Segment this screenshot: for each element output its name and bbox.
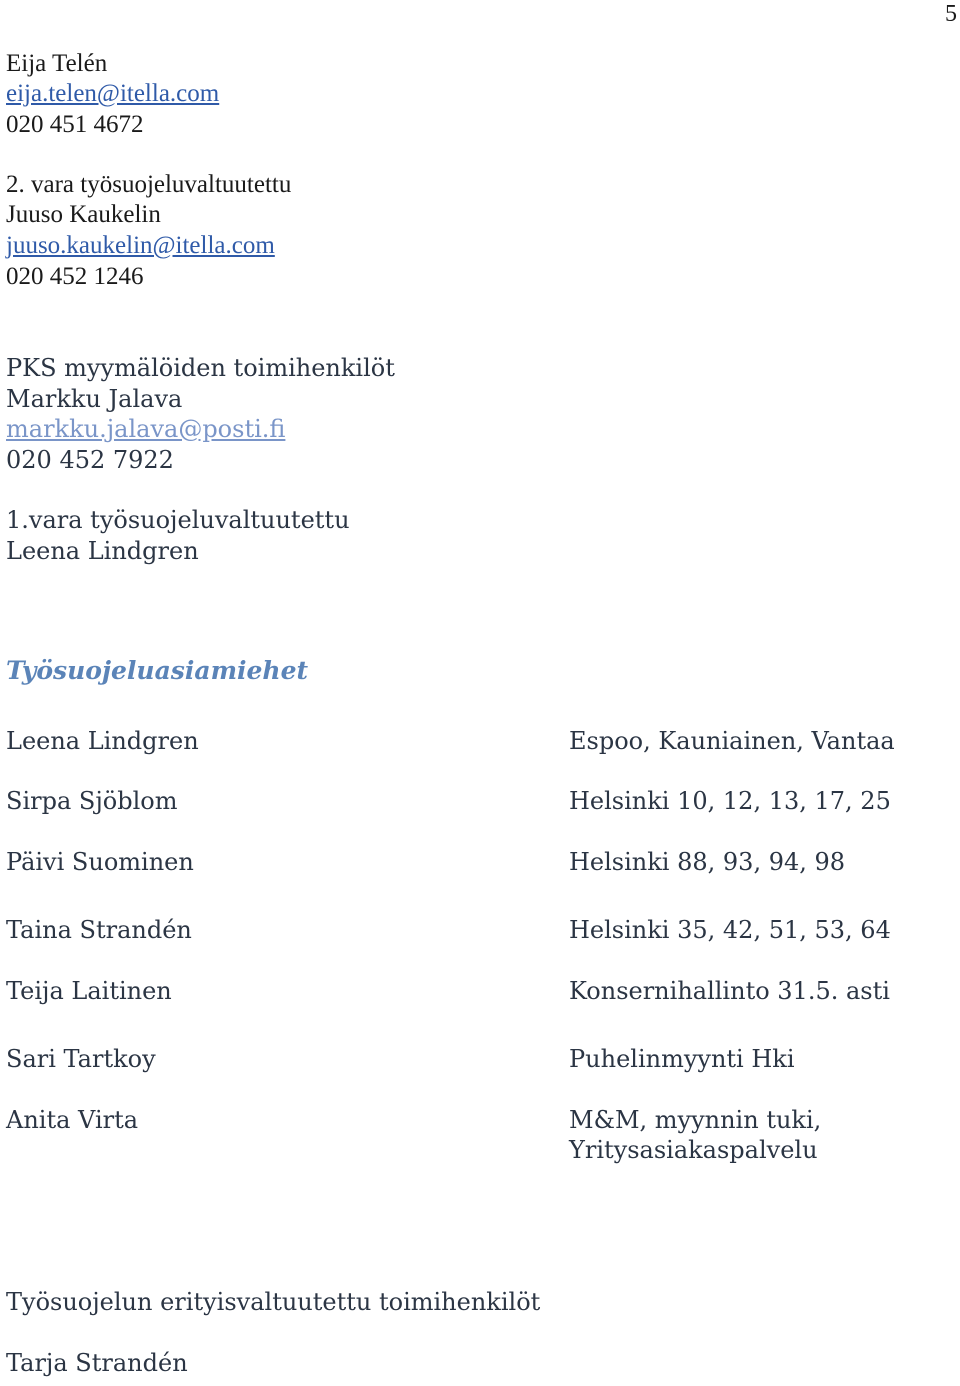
ombudsman-area: M&M, myynnin tuki, <box>569 1106 822 1134</box>
ombudsman-area: Helsinki 10, 12, 13, 17, 25 <box>569 787 891 815</box>
ombudsman-area: Puhelinmyynti Hki <box>569 1045 795 1073</box>
contact-name: Markku Jalava <box>6 385 183 413</box>
contact-role: 1.vara työsuojeluvaltuutettu <box>6 506 350 534</box>
email-link[interactable]: eija.telen@itella.com <box>6 80 220 107</box>
email-link[interactable]: markku.jalava@posti.fi <box>6 415 286 443</box>
special-title: Työsuojelun erityisvaltuutettu toimihenkilöt <box>6 1288 541 1316</box>
ombudsman-name: Teija Laitinen <box>6 977 172 1005</box>
phone-number: 020 452 7922 <box>6 446 174 474</box>
contact-name: Juuso Kaukelin <box>6 201 161 228</box>
section-heading: Työsuojeluasiamiehet <box>6 656 309 685</box>
page-number: 5 <box>945 1 957 27</box>
ombudsman-name: Päivi Suominen <box>6 848 194 876</box>
special-name: Tarja Strandén <box>6 1349 188 1377</box>
contact-name: Eija Telén <box>6 50 108 77</box>
phone-number: 020 451 4672 <box>6 111 144 138</box>
ombudsman-name: Anita Virta <box>6 1106 139 1134</box>
ombudsman-area: Konsernihallinto 31.5. asti <box>569 977 890 1005</box>
ombudsman-area: Helsinki 35, 42, 51, 53, 64 <box>569 916 891 944</box>
contact-role: 2. vara työsuojeluvaltuutettu <box>6 171 292 198</box>
contact-group: PKS myymälöiden toimihenkilöt <box>6 354 395 382</box>
contact-name: Leena Lindgren <box>6 537 199 565</box>
ombudsman-area: Helsinki 88, 93, 94, 98 <box>569 848 846 876</box>
ombudsman-name: Leena Lindgren <box>6 727 199 755</box>
ombudsman-name: Taina Strandén <box>6 916 192 944</box>
ombudsman-name: Sari Tartkoy <box>6 1045 156 1073</box>
email-link[interactable]: juuso.kaukelin@itella.com <box>6 232 275 259</box>
ombudsman-area: Espoo, Kauniainen, Vantaa <box>569 727 895 755</box>
ombudsman-area-line2: Yritysasiakaspalvelu <box>569 1136 818 1164</box>
phone-number: 020 452 1246 <box>6 263 144 290</box>
ombudsman-name: Sirpa Sjöblom <box>6 787 178 815</box>
